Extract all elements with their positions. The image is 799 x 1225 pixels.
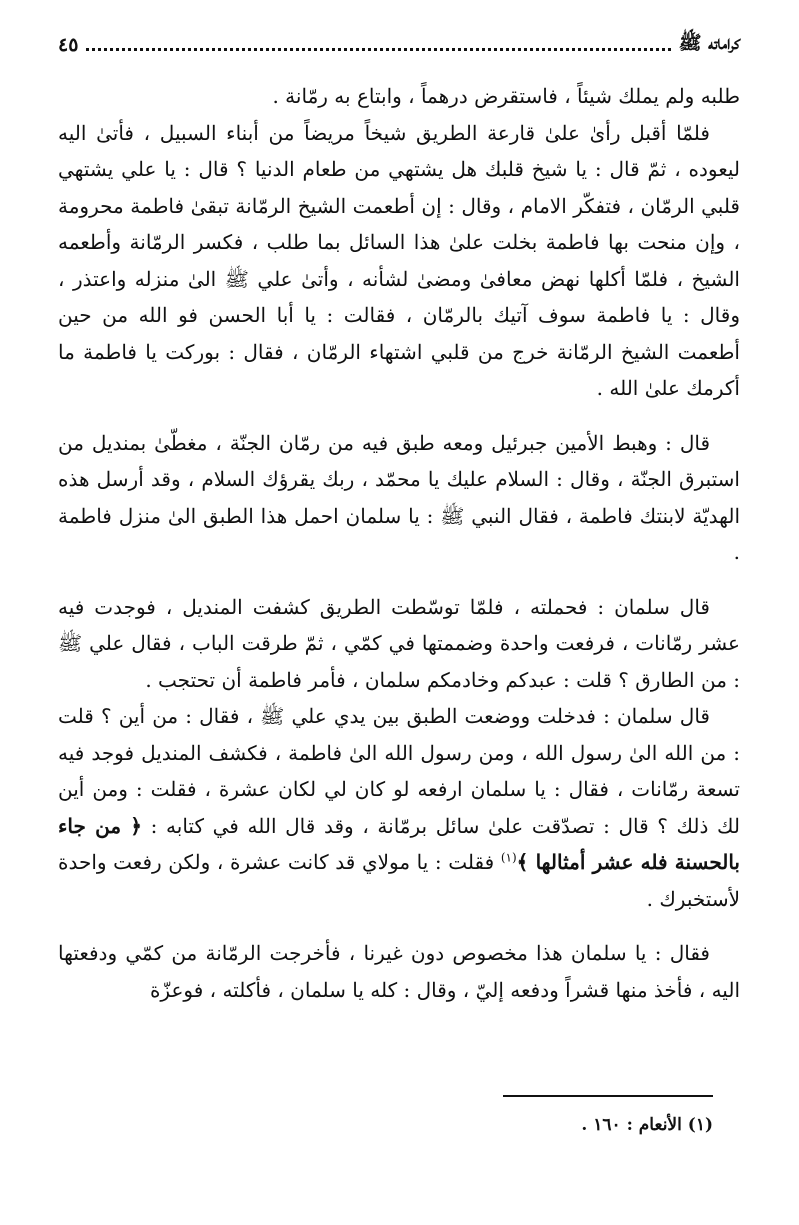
dotted-leader (86, 48, 670, 51)
page-number: ٤٥ (58, 34, 79, 56)
paragraph-text: قال سلمان : فدخلت ووضعت الطبق بين يدي علي ﷺ ، فقال : من أين ؟ قلت : من الله الىٰ رسول الله ، ومن رسول الله الىٰ فاطمة ، فكشف المنديل فوجد فيه تسعة رمّانات ، فقال : يا سلمان ارفعه لو كان لي لكان عشرة ، فقلت : ومن أين لك ذلك ؟ قال : تصدّقت علىٰ سائل برمّانة ، وقد قال الله في كتابه : (58, 704, 741, 838)
running-title: كراماته ﷺ (678, 32, 740, 54)
footnote: (١) الأنعام : ١٦٠ . (581, 1115, 713, 1135)
footnote-rule (503, 1095, 713, 1097)
footnote-marker: (١) (500, 850, 517, 865)
body-text (58, 78, 740, 1008)
page (58, 30, 740, 1008)
running-head (58, 30, 740, 60)
paragraph: فقال : يا سلمان هذا مخصوص دون غيرنا ، فأخرجت الرمّانة من كمّي ودفعتها اليه ، فأخذ منها قشراً ودفعه إليّ ، وقال : كله يا سلمان ، فأكلته ، فوعزّة (58, 941, 740, 1002)
paragraph: قال سلمان : فحملته ، فلمّا توسّطت الطريق كشفت المنديل ، فوجدت فيه عشر رمّانات ، فرفعت واحدة وضممتها في كمّي ، ثمّ طرقت الباب ، فقال علي ﷺ : من الطارق ؟ قلت : عبدكم وخادمكم سلمان ، فأمر فاطمة أن تحتجب . (58, 594, 740, 692)
quran-verse: ﴿ من جاء بالحسنة فله عشر أمثالها ﴾ (58, 813, 740, 874)
paragraph-continuation: فقلت : يا مولاي قد كانت عشرة ، ولكن رفعت واحدة لأستخبرك . (58, 850, 740, 911)
paragraph: فلمّا أقبل رأىٰ علىٰ قارعة الطريق شيخاً مريضاً من أبناء السبيل ، فأتىٰ اليه ليعوده ، ثمّ قال : يا شيخ قلبك هل يشتهي من طعام الدنيا ؟ قال : يا علي يشتهي قلبي الرمّان ، فتفكّر الامام ، وقال : إن أطعمت الشيخ الرمّانة تبقىٰ فاطمة محرومة ، وإن منحت بها فاطمة بخلت علىٰ هذا السائل بما طلب ، فكسر الرمّانة وأطعمه الشيخ ، فلمّا أكلها نهض معافىٰ ومضىٰ لشأنه ، وأتىٰ علي ﷺ الىٰ منزله واعتذر ، وقال : يا فاطمة سوف آتيك بالرمّان ، فقالت : يا أبا الحسن فو الله من حين أطعمت الشيخ الرمّانة خرج من قلبي اشتهاء الرمّان ، فقال : بوركت يا فاطمة ما أكرمك علىٰ الله . (58, 120, 740, 400)
paragraph: طلبه ولم يملك شيئاً ، فاستقرض درهماً ، وابتاع به رمّانة . (272, 84, 740, 108)
paragraph-with-verse (58, 698, 740, 917)
paragraph: قال : وهبط الأمين جبرئيل ومعه طبق فيه من رمّان الجنّة ، مغطّىٰ بمنديل من استبرق الجنّة ، وقال : السلام عليك يا محمّد ، ربك يقرؤك السلام ، وقد أرسل هذه الهديّة لابنتك فاطمة ، فقال النبي ﷺ : يا سلمان احمل هذا الطبق الىٰ منزل فاطمة . (58, 430, 740, 564)
